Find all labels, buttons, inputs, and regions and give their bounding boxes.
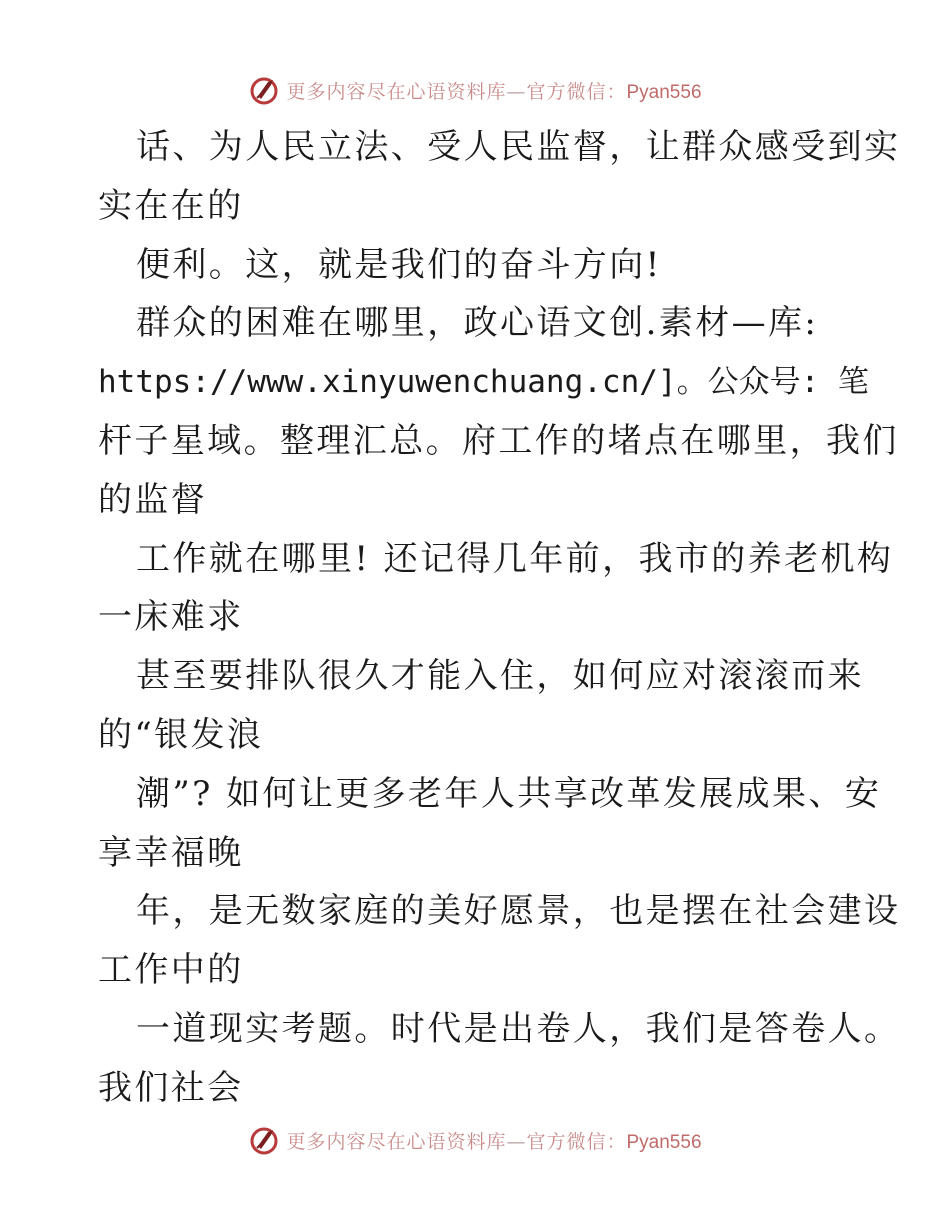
text-line: 潮”? 如何让更多老年人共享改革发展成果、安 <box>136 773 882 814</box>
text-line: 工作中的 <box>98 950 244 991</box>
header-wechat-label: 官方微信： <box>526 80 627 103</box>
text-line: 一道现实考题。时代是出卷人，我们是答卷人。 <box>136 1008 901 1049</box>
pen-nib-logo-icon <box>248 74 280 106</box>
text-line: 的监督 <box>98 479 208 520</box>
text-line-url: https://www.xinyuwenchuang.cn/]。公众号: 笔 <box>98 364 869 401</box>
text-line: 话、为人民立法、受人民监督，让群众感受到实 <box>136 127 901 167</box>
pen-nib-logo-icon <box>248 1124 280 1156</box>
header-separator: — <box>506 80 527 103</box>
footer-wechat-label: 官方微信： <box>526 1130 627 1153</box>
text-line: 实在在的 <box>98 185 244 226</box>
footer-site-name: 更多内容尽在心语资料库 <box>286 1130 507 1153</box>
text-line: 我们社会 <box>98 1067 244 1108</box>
header-site-name: 更多内容尽在心语资料库 <box>286 80 507 103</box>
text-line: 便利。这，就是我们的奋斗方向! <box>136 244 662 285</box>
footer-separator: — <box>506 1130 527 1153</box>
header-wechat-id: Pyan556 <box>626 81 702 103</box>
header-text <box>286 77 701 104</box>
header-banner <box>0 70 950 110</box>
text-line: 工作就在哪里! 还记得几年前，我市的养老机构 <box>136 538 894 579</box>
text-line: 一床难求 <box>98 597 244 638</box>
footer-text <box>286 1127 701 1154</box>
text-line: 年，是无数家庭的美好愿景，也是摆在社会建设 <box>136 891 901 932</box>
document-body <box>98 118 901 1118</box>
text-line: 享幸福晚 <box>98 832 244 873</box>
text-line: 的“银发浪 <box>98 714 264 755</box>
footer-wechat-id: Pyan556 <box>626 1131 702 1153</box>
footer-banner <box>0 1120 950 1160</box>
text-line: 群众的困难在哪里，政心语文创.素材—库: <box>136 303 819 344</box>
text-line: 甚至要排队很久才能入住，如何应对滚滚而来 <box>136 656 864 697</box>
text-line: 杆子星域。整理汇总。府工作的堵点在哪里，我们 <box>98 420 899 461</box>
